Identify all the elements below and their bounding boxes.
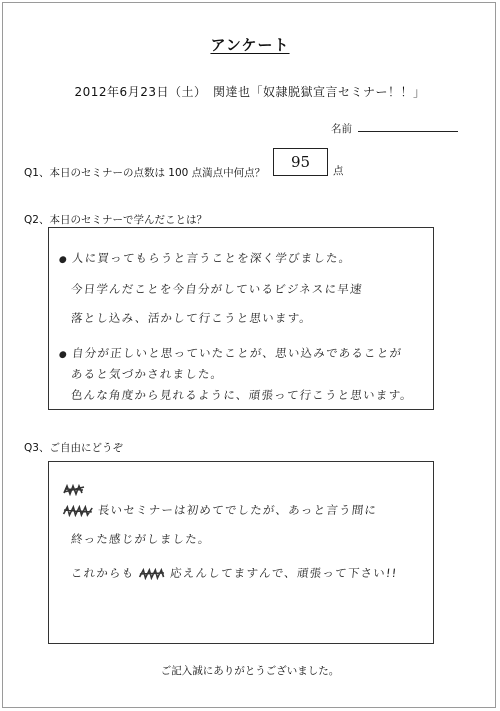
bullet-icon: ● xyxy=(58,255,69,265)
q3-answer-line: 長いセミナーは初めてでしたが、あっと言う間に xyxy=(62,502,378,518)
q1-score-unit: 点 xyxy=(333,165,344,177)
q2-label: Q2、本日のセミナーで学んだことは？ xyxy=(24,214,207,226)
name-label: 名前 xyxy=(331,123,352,135)
name-field-line xyxy=(358,131,458,132)
footer-thanks: ご記入誠にありがとうございました。 xyxy=(160,665,340,677)
event-subtitle: 2012年6月23日（土） 関達也「奴隷脱獄宣言セミナー！！」 xyxy=(74,85,426,99)
redaction-scribble-icon xyxy=(63,484,85,496)
q3-answer-box xyxy=(48,461,434,644)
q2-answer-line: 色んな角度から見れるように、頑張って行こうと思います。 xyxy=(70,388,414,402)
bullet-icon: ● xyxy=(58,350,69,360)
q1-label: Q1、本日のセミナーの点数は 100 点満点中何点？ xyxy=(24,167,266,179)
redaction-scribble-icon xyxy=(139,568,166,580)
q2-answer-line: ● 人に買ってもらうと言うことを深く学びました。 xyxy=(58,251,353,265)
redaction-scribble-icon xyxy=(62,505,93,517)
q1-score-box xyxy=(273,148,328,176)
q2-answer-box xyxy=(48,227,434,410)
survey-sheet xyxy=(2,2,496,708)
q2-answer-line: 落とし込み、活かして行こうと思います。 xyxy=(70,311,313,325)
q2-answer-line: 今日学んだことを今自分がしているビジネスに早速 xyxy=(70,282,364,296)
q2-answer-line: ● 自分が正しいと思っていたことが、思い込みであることが xyxy=(58,346,404,360)
q2-answer-line: あると気づかされました。 xyxy=(70,367,225,381)
q3-answer-line: これからも 応えんしてますんで、頑張って下さい!! xyxy=(70,566,399,580)
q1-score-value: 95 xyxy=(290,153,311,171)
q3-answer-line: 終った感じがしました。 xyxy=(70,532,212,546)
q3-label: Q3、ご自由にどうぞ xyxy=(24,442,123,454)
page-title: アンケート xyxy=(210,36,290,54)
